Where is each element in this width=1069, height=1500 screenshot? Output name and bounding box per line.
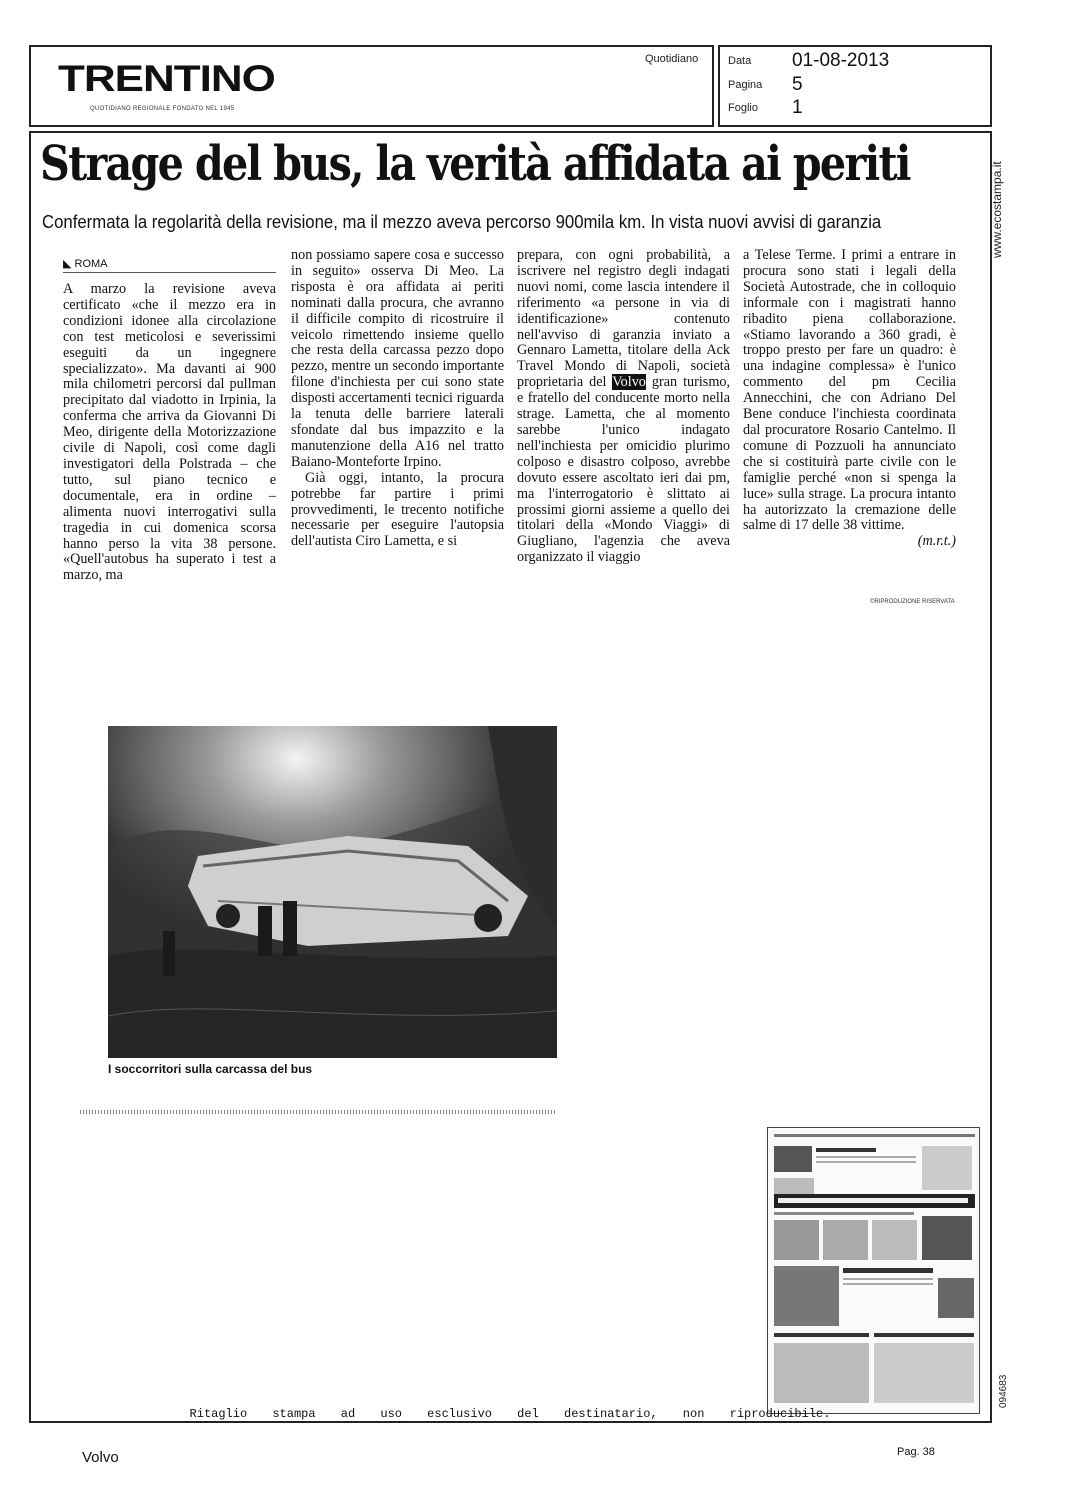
footer-page: Pag. 38 — [897, 1446, 935, 1458]
publication-type: Quotidiano — [645, 53, 699, 65]
page-thumbnail — [767, 1127, 980, 1414]
dateline: ◣ ROMA — [63, 258, 108, 270]
column-4-text: a Telese Terme. I primi a entrare in procura sono stati i legali della Società Autostrade, che in colloquio informale con i magistrati hanno ribadito piena collaborazione. «Stiamo lavorando a 360 gradi, è troppo presto per fare un quadro: è una indagine complessa» è l'unico commento del pm Cecilia Annecchini, che con Adriano Del Bene conduce l'inchiesta coordinata dal procuratore Rosario Cantelmo. Il comune di Pozzuoli ha annunciato che si costituirà parte civile con le famiglie perché «non si spenga la luce» sulla strage. La procura intanto ha autorizzato la cremazione delle salme di 17 delle 38 vittime. — [743, 247, 956, 534]
footer-keyword: Volvo — [82, 1449, 119, 1466]
article-column-3 — [517, 248, 730, 608]
foglio-value: 1 — [792, 97, 803, 118]
column-1-text: A marzo la revisione aveva certificato «che il mezzo era in condizioni idonee alla circolazione con test meticolosi e severissimi eseguiti da un ingegnere specializzato». Ma davanti ai 900 mila chilometri percorsi dal pullman precipitato dal viadotto in Irpinia, la conferma che arriva da Giovanni Di Meo, dirigente della Motorizzazione civile di Napoli, così come dagli investigatori della Polstrada – che tutto, sul piano tecnico e documentale, era in ordine – alimenta nuovi interrogativi sulla tragedia in cui domenica scorsa hanno perso la vita 38 persone. «Quell'autobus ha superato i test a marzo, ma — [63, 282, 276, 584]
side-code-text: 094683 — [998, 1374, 1009, 1408]
pagina-value: 5 — [792, 74, 803, 95]
column-2-text-b: Già oggi, intanto, la procura potrebbe far partire i primi provvedimenti, le trecento notifiche necessarie per eseguire l'autopsia dell'autista Ciro Lametta, e si — [291, 469, 504, 550]
data-label: Data — [728, 55, 752, 67]
side-url-text: www.ecostampa.it — [990, 161, 1004, 258]
photo-caption: I soccorritori sulla carcassa del bus — [108, 1062, 313, 1076]
side-url — [990, 140, 1010, 260]
newspaper-logo: TRENTINO — [58, 58, 275, 100]
keyword-highlight: Volvo — [612, 374, 646, 391]
photo-divider — [80, 1110, 555, 1114]
disclaimer: Ritaglio stampa ad uso esclusivo del destinatario, non riproducibile. — [189, 1407, 831, 1421]
photo-illustration — [108, 726, 557, 1058]
page-thumbnail-illustration — [768, 1128, 980, 1414]
data-value: 01-08-2013 — [792, 50, 890, 71]
column-3-text-a: prepara, con ogni probabilità, a iscrivere nel registro degli indagati nuovi nomi, come lascia intendere il riferimento «a persone in via di identificazione» contenuto nell'avviso di garanzia inviato a Gennaro Lametta, titolare della Ack Travel Mondo di Napoli, società proprietaria del — [517, 248, 730, 391]
article-column-4 — [743, 248, 956, 550]
dateline-rule — [63, 272, 276, 273]
column-3-paragraph — [517, 248, 730, 566]
article-headline: Strage del bus, la verità affidata ai periti — [40, 136, 910, 192]
rights-notice: ©RIPRODUZIONE RISERVATA — [870, 599, 955, 605]
foglio-label: Foglio — [728, 102, 758, 114]
newspaper-tagline: QUOTIDIANO REGIONALE FONDATO NEL 1945 — [90, 106, 235, 112]
column-2-text: non possiamo sapere cosa e successo in seguito» osserva Di Meo. La risposta è ora affidata ai periti nominati dalla procura, che avranno il difficile compito di ricostruire il veicolo rimettendo insieme quello che resta della carcassa pezzo dopo pezzo, mentre un secondo importante filone d'inchiesta per cui sono state disposti accertamenti tecnici riguarda la tenuta delle barriere laterali sfondate dal bus impazzito e la manutenzione della A16 nel tratto Baiano-Monteforte Irpino. — [291, 248, 504, 470]
article-subhead: Confermata la regolarità della revisione, ma il mezzo aveva percorso 900mila km. In vista nuovi avvisi di garanzia — [42, 212, 882, 232]
pagina-label: Pagina — [728, 79, 763, 91]
article-column-2 — [291, 248, 504, 608]
article-photo — [108, 726, 557, 1058]
column-3-text-b: gran turismo, e fratello del conducente morto nella strage. Lametta, che al momento sarebbe l'unico indagato nell'inchiesta per omicidio plurimo colposo e disastro colposo, avrebbe dovuto essere ascoltato ieri dai pm, ma l'interrogatorio è slittato ai prossimi giorni assieme a quello dei titolari della «Mondo Viaggi» di Giugliano, l'agenzia che aveva organizzato il viaggio — [517, 374, 730, 566]
dateline-text: ROMA — [74, 258, 108, 270]
article-column-1 — [63, 282, 276, 617]
author-credit: (m.r.t.) — [917, 533, 956, 550]
